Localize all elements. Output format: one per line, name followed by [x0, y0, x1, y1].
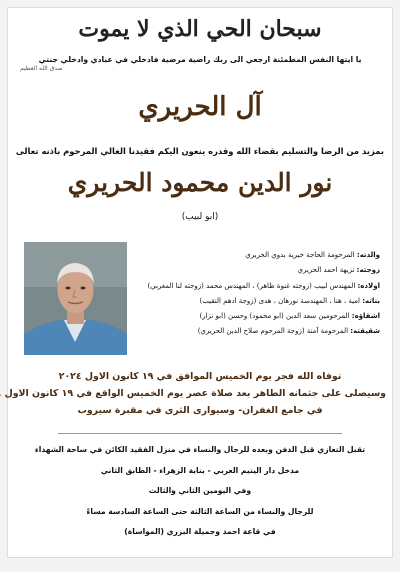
calligraphy-header: سبحان الحي الذي لا يموت — [78, 16, 322, 42]
condolences-info — [14, 440, 386, 543]
condolence-line: للرجال والنساء من الساعة الثالثة حتى الساعة السادسة مساءً — [86, 506, 314, 516]
condolence-line: مدخل دار اليتيم العربي - بناية الزهراء - الطابق الثاني — [100, 465, 300, 475]
relative-line: زوجته: نزيهة احمد الحريري — [297, 266, 380, 275]
quran-verse: يا ايتها النفس المطمئنة ارجعي الى ربك راضية مرضية فادخلي في عبادي وادخلي جنتي — [38, 55, 362, 64]
announcement-line: في جامع الغفران- وسيوارى الثرى في مقبرة سيروب — [77, 405, 323, 416]
announcement-line: وسيصلى على جثمانه الطاهر بعد صلاة عصر يوم الخميس الواقع في ١٩ كانون الاول — [4, 388, 386, 399]
deceased-name: نور الدين محمود الحريري — [67, 168, 333, 197]
portrait-photo — [24, 242, 127, 355]
deceased-nickname: (ابو لبيب) — [181, 212, 219, 222]
family-name-title: آل الحريري — [138, 92, 262, 122]
relative-line: اولاده: المهندس لبيب (زوجته غنوة ظاهر) ، المهندس محمد (زوجته لنا المغربي) — [147, 281, 380, 290]
relative-line: والدته: المرحومة الحاجة خيرية بدوي الحريري — [245, 251, 380, 259]
condolence-line: وفي اليومين الثاني والثالث — [148, 486, 252, 496]
obituary-notice — [4, 7, 393, 558]
death-announcement — [4, 368, 386, 419]
relatives-list — [135, 248, 380, 340]
portrait-illustration — [24, 242, 127, 355]
relative-line: بناته: امية ، هنا ، المهندسة نورهان ، هدى (زوجة ادهم النقيب) — [199, 296, 380, 305]
condolence-line: تقبل التعازي قبل الدفن وبعده للرجال والنساء في منزل الفقيد الكائن في ساحة الشهداء — [34, 445, 366, 454]
condolence-line: في قاعة احمد وجميلة البزري (المواساة) — [124, 527, 276, 537]
relative-line: اشقاؤه: المرحومين سعد الدين (ابو محمود) وحسن (ابو نزار) — [199, 312, 380, 321]
announcement-line: توفاه الله فجر يوم الخميس الموافق في ١٩ كانون الاول ٢٠٢٤ — [58, 371, 342, 382]
divider — [58, 433, 342, 434]
verse-attribution: صدق الله العظيم — [20, 65, 63, 72]
intro-text: بمزيد من الرضا والتسليم بقضاء الله وقدره ينعون اليكم فقيدنا الغالي المرحوم باذنه تعالى — [15, 146, 384, 156]
relative-line: شقيقته: المرحومة آمنة (زوجة المرحوم صلاح الدين الحريري) — [197, 327, 380, 336]
